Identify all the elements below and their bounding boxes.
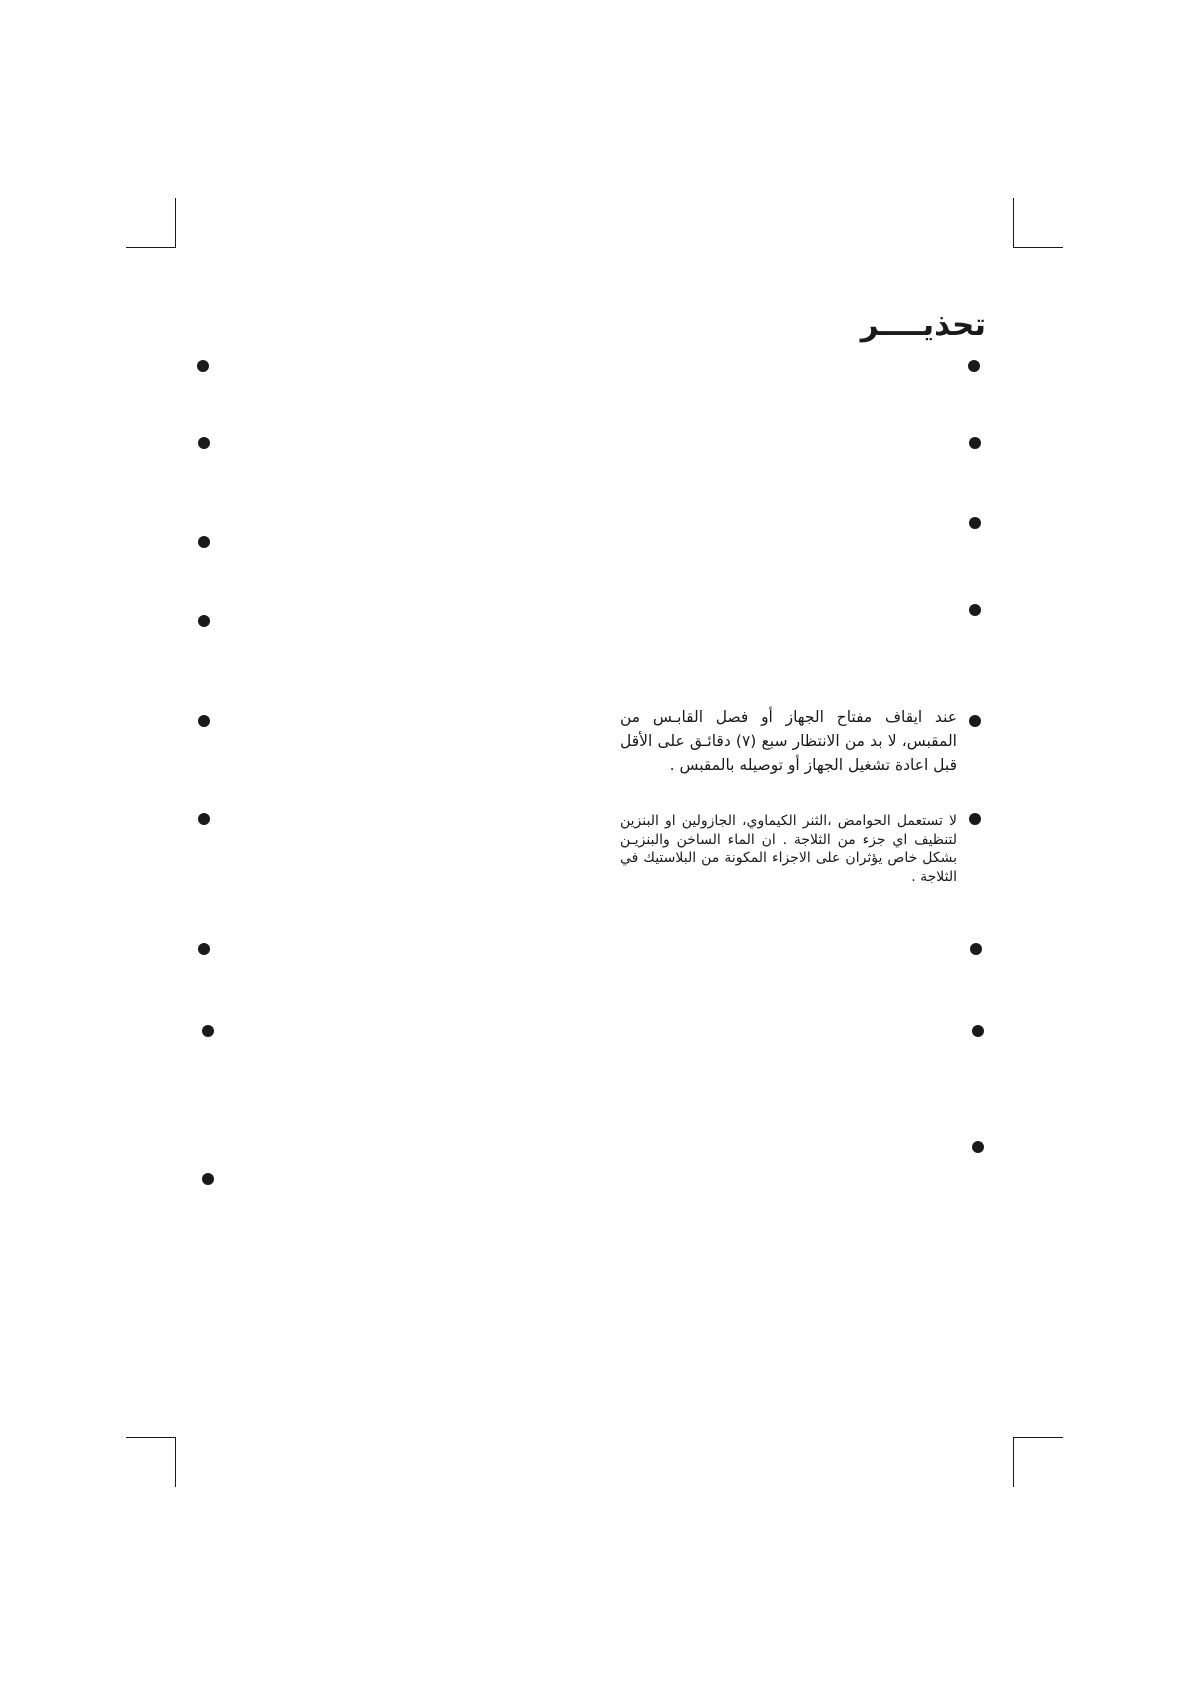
warning-text-restart-delay: عند ايقاف مفتاح الجهاز أو فصل القابـس من المقبس، لا بد من الانتظار سبع (٧) دقائـق على الأقل قبل اعادة تشغيل الجهاز أو توصيله بالمقبس . bbox=[620, 708, 957, 774]
warning-text-cleaning-chemicals: لا تستعمل الحوامض ،الثنر الكيماوي، الجازولين او البنزين لتنظيف اي جزء من الثلاجة . ان الماء الساخن والبنزيـن بشكل خاص يؤثران على الاجزاء المكونة من البلاستيك في الثلاجة . bbox=[620, 813, 957, 885]
bullet-left-2 bbox=[198, 437, 210, 449]
bullet-left-9 bbox=[202, 1173, 214, 1185]
bullet-left-7 bbox=[198, 943, 210, 955]
crop-mark-bottom-right-horizontal bbox=[1013, 1437, 1063, 1438]
bullet-left-6 bbox=[198, 813, 210, 825]
bullet-right-2 bbox=[969, 437, 981, 449]
bullet-right-5 bbox=[969, 715, 981, 727]
bullet-left-8 bbox=[202, 1025, 214, 1037]
bullet-right-9 bbox=[972, 1141, 984, 1153]
bullet-right-1 bbox=[968, 360, 980, 372]
crop-mark-top-left-vertical bbox=[175, 198, 176, 248]
crop-mark-top-right-horizontal bbox=[1013, 247, 1063, 248]
crop-mark-top-right-vertical bbox=[1013, 198, 1014, 248]
bullet-right-8 bbox=[972, 1025, 984, 1037]
crop-mark-top-left-horizontal bbox=[126, 247, 176, 248]
crop-mark-bottom-right-vertical bbox=[1013, 1437, 1014, 1487]
bullet-left-4 bbox=[198, 615, 210, 627]
bullet-left-3 bbox=[198, 536, 210, 548]
bullet-right-6 bbox=[969, 813, 981, 825]
page-title: تحذيــــر bbox=[860, 307, 986, 343]
crop-mark-bottom-left-vertical bbox=[175, 1437, 176, 1487]
bullet-left-1 bbox=[197, 360, 209, 372]
bullet-right-4 bbox=[969, 604, 981, 616]
crop-mark-bottom-left-horizontal bbox=[126, 1437, 176, 1438]
bullet-right-3 bbox=[969, 517, 981, 529]
bullet-right-7 bbox=[970, 943, 982, 955]
bullet-left-5 bbox=[198, 715, 210, 727]
